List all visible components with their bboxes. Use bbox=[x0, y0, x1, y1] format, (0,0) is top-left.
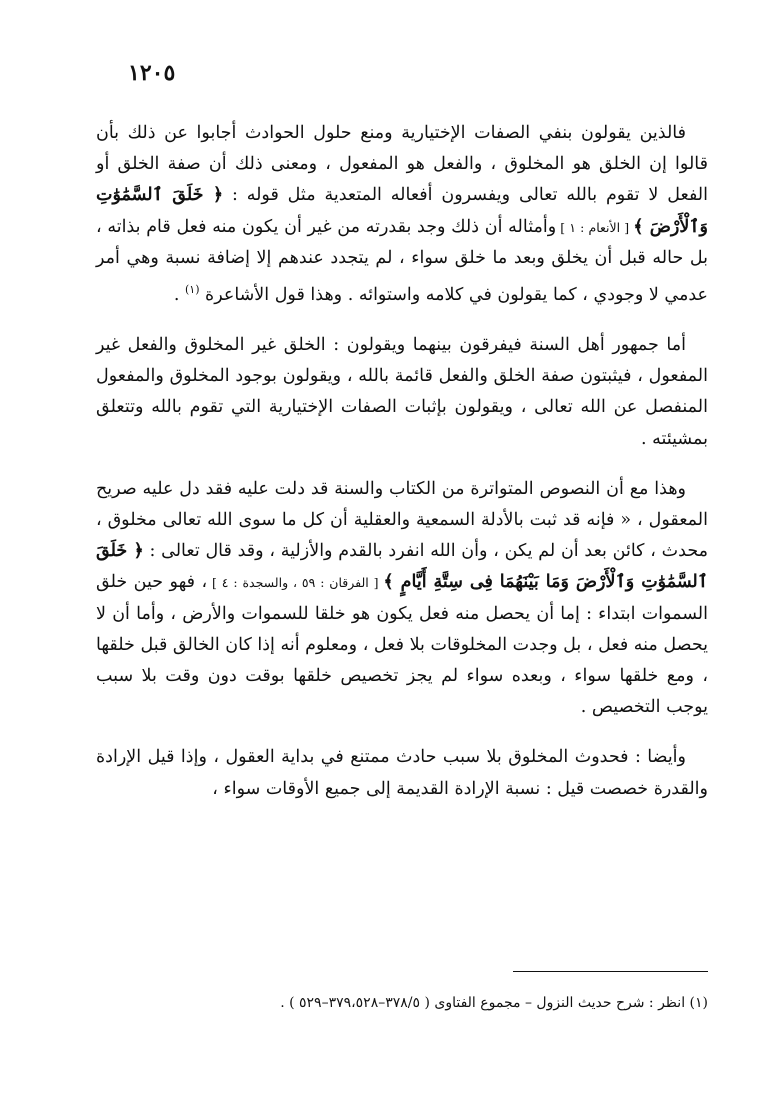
footnote: (١) انظر : شرح حديث النزول – مجموع الفتاوى ( ٣٧٨/٥–٣٧٩،٥٢٨–٥٢٩ ) . bbox=[280, 995, 708, 1011]
text-run: ، فهو حين خلق السموات ابتداء : إما أن يحصل منه فعل يكون هو خلقا للسموات والأرض ، وأما أن لا يحصل منه فعل ، بل وجدت المخلوقات بلا فعل ، ومعلوم أنه إذا كان الخالق قبل خلقها ، ومع خلقها سواء ، وبعده سواء لم يجز تخصيص خلقها بوقت دون وقت بلا سبب يوجب التخصيص . bbox=[96, 572, 708, 718]
main-text bbox=[96, 118, 708, 824]
paragraph bbox=[96, 742, 708, 804]
paragraph bbox=[96, 118, 708, 311]
text-run: وأيضا : فحدوث المخلوق بلا سبب حادث ممتنع في بداية العقول ، وإذا قيل الإرادة والقدرة خصصت قيل : نسبة الإرادة القديمة إلى جميع الأوقات سواء ، bbox=[96, 747, 708, 799]
page-number: ١٢٠٥ bbox=[128, 60, 176, 86]
footnote-divider bbox=[513, 971, 708, 972]
verse-citation: [ الفرقان : ٥٩ ، والسجدة : ٤ ] bbox=[207, 575, 384, 591]
text-run: فالذين يقولون بنفي الصفات الإختيارية ومنع حلول الحوادث أجابوا عن ذلك بأن قالوا إن الخلق هو المخلوق ، والفعل هو المفعول ، ومعنى ذلك أن صفة الخلق أو الفعل لا تقوم بالله تعالى ويفسرون أفعاله المتعدية مثل قوله : bbox=[96, 123, 708, 206]
text-run: أما جمهور أهل السنة فيفرقون بينهما ويقولون : الخلق غير المخلوق والفعل غير المفعول ، فيثبتون صفة الخلق والفعل قائمة بالله ، ويقولون بوجود المخلوق والمفعول المنفصل عن الله تعالى ، ويقولون بإثبات الصفات الإختيارية التي تقوم بالله وتتعلق بمشيئته . bbox=[96, 335, 708, 449]
paragraph bbox=[96, 474, 708, 724]
verse-citation: [ الأنعام : ١ ] bbox=[556, 219, 634, 235]
text-run: وهذا مع أن النصوص المتواترة من الكتاب والسنة قد دلت عليه فقد دل عليه صريح المعقول ، « فإنه قد ثبت بالأدلة السمعية والعقلية أن كل ما سوى الله تعالى مخلوق ، محدث ، كائن بعد أن لم يكن ، وأن الله انفرد بالقدم والأزلية ، وقد قال تعالى : bbox=[96, 478, 708, 562]
quran-verse: ﴿ خَلَقَ ٱلسَّمَٰوَٰتِ وَٱلْأَرْضَ وَمَا بَيْنَهُمَا فِى سِتَّةِ أَيَّامٍ ﴾ bbox=[96, 541, 709, 593]
quran-verse: ﴿ خَلَقَ ٱلسَّمَٰوَٰتِ وَٱلْأَرْضَ ﴾ bbox=[96, 185, 708, 237]
text-run: وأمثاله أن ذلك وجد بقدرته من غير أن يكون منه فعل قام بذاته ، بل حاله قبل أن يخلق وبعد ما خلق سواء ، لم يتجدد عندهم إلا إضافة نسبة وهي أمر عدمي لا وجودي ، كما يقولون في كلامه واستوائه . وهذا قول الأشاعرة bbox=[96, 216, 708, 305]
footnote-marker: (١) bbox=[184, 283, 200, 297]
paragraph bbox=[96, 330, 708, 455]
text-run: . bbox=[173, 284, 185, 305]
